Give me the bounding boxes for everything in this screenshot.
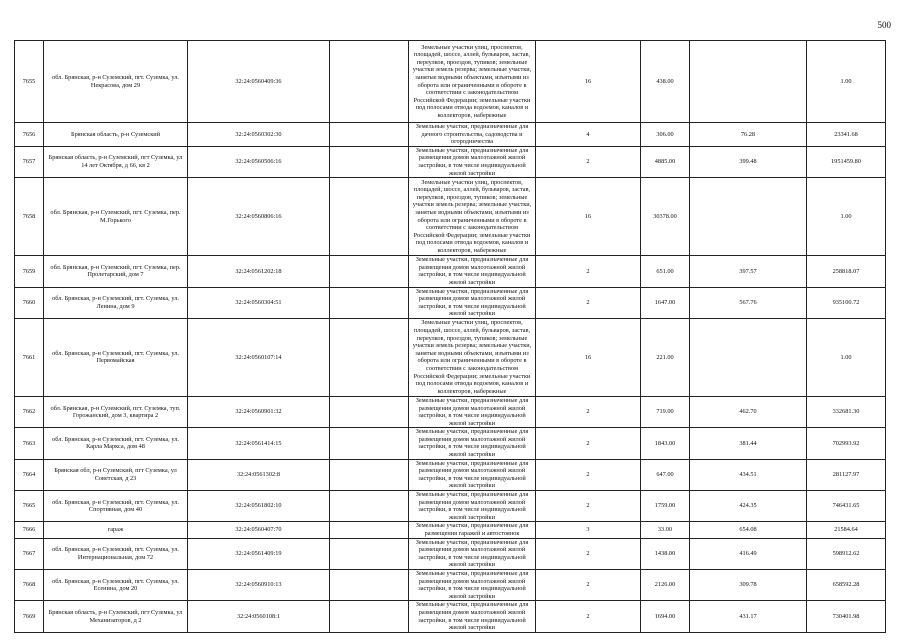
land-cadastre-table <box>14 40 886 633</box>
table-row <box>15 396 886 427</box>
area-cell: 1694.00 <box>641 601 690 632</box>
address-cell: Брянская область, р-н Суземский, пгт Суземка, ул 14 лет Октября, д 66, кв 2 <box>44 146 188 177</box>
rate-cell: 309.78 <box>690 569 807 600</box>
cadastral-value-cell: 746431.65 <box>807 491 886 522</box>
cadastral-value-cell: 281127.97 <box>807 459 886 490</box>
rate-cell: 462.70 <box>690 396 807 427</box>
land-use-cell: Земельные участки, предназначенные для размещения домов малоэтажной жилой застройки, в том числе индивидуальной жилой застройки <box>409 459 536 490</box>
land-use-cell: Земельные участки, предназначенные для размещения домов малоэтажной жилой застройки, в том числе индивидуальной жилой застройки <box>409 287 536 318</box>
address-cell: гараж <box>44 522 188 538</box>
blank-cell <box>330 522 409 538</box>
category-code-cell: 4 <box>536 123 641 147</box>
blank-cell <box>330 491 409 522</box>
row-number-cell: 7659 <box>15 256 44 287</box>
area-cell: 1759.00 <box>641 491 690 522</box>
area-cell: 1647.00 <box>641 287 690 318</box>
row-number-cell: 7662 <box>15 396 44 427</box>
category-code-cell: 2 <box>536 538 641 569</box>
category-code-cell: 2 <box>536 491 641 522</box>
category-code-cell: 2 <box>536 256 641 287</box>
address-cell: обл. Брянская, р-н Суземский, пгт. Суземка, пер. Пролетарский, дом 7 <box>44 256 188 287</box>
cadastral-number-cell: 32:24:0560506:16 <box>188 146 330 177</box>
table-row <box>15 178 886 256</box>
category-code-cell: 2 <box>536 146 641 177</box>
rate-cell: 424.35 <box>690 491 807 522</box>
blank-cell <box>330 459 409 490</box>
area-cell: 438.00 <box>641 41 690 123</box>
cadastral-value-cell: 23341.68 <box>807 123 886 147</box>
rate-cell <box>690 41 807 123</box>
cadastral-number-cell: 32:24:0560407:70 <box>188 522 330 538</box>
table-row <box>15 428 886 459</box>
address-cell: обл. Брянская, р-н Суземский, пгт. Суземка, ул. Первомайская <box>44 318 188 396</box>
rate-cell: 567.76 <box>690 287 807 318</box>
cadastral-value-cell: 702993.92 <box>807 428 886 459</box>
cadastral-value-cell: 1.00 <box>807 178 886 256</box>
blank-cell <box>330 569 409 600</box>
row-number-cell: 7664 <box>15 459 44 490</box>
blank-cell <box>330 41 409 123</box>
row-number-cell: 7669 <box>15 601 44 632</box>
land-use-cell: Земельные участки, предназначенные для размещения домов малоэтажной жилой застройки, в том числе индивидуальной жилой застройки <box>409 146 536 177</box>
category-code-cell: 16 <box>536 318 641 396</box>
land-use-cell: Земельные участки улиц, проспектов, площадей, шоссе, аллей, бульваров, застав, переулков, проездов, тупиков; земельные участки земель резерва; земельные участки, занятые водными объектами, изъятыми из оборота или ограниченными в обороте в соответствии с законодательством Российской Федерации; земельные участки под полосами отвода водоемов, каналов и коллекторов, набережные <box>409 41 536 123</box>
cadastral-number-cell: 32:24:0560901:32 <box>188 396 330 427</box>
category-code-cell: 2 <box>536 601 641 632</box>
address-cell: обл. Брянская, р-н Суземский, пгт. Суземка, туп. Горожанский, дом 3, квартира 2 <box>44 396 188 427</box>
land-use-cell: Земельные участки, предназначенные для размещения домов малоэтажной жилой застройки, в том числе индивидуальной жилой застройки <box>409 569 536 600</box>
row-number-cell: 7668 <box>15 569 44 600</box>
area-cell: 2126.00 <box>641 569 690 600</box>
category-code-cell: 2 <box>536 459 641 490</box>
cadastral-number-cell: 32:24:0561202:18 <box>188 256 330 287</box>
address-cell: Брянская обл, р-н Суземский, пгт Суземка, ул Советская, д 23 <box>44 459 188 490</box>
row-number-cell: 7658 <box>15 178 44 256</box>
cadastral-value-cell: 332681.30 <box>807 396 886 427</box>
rate-cell <box>690 318 807 396</box>
page-number: 500 <box>877 20 891 30</box>
cadastral-value-cell: 598912.62 <box>807 538 886 569</box>
cadastral-number-cell: 32:24:0560302:30 <box>188 123 330 147</box>
land-use-cell: Земельные участки, предназначенные для размещения гаражей и автостоянок <box>409 522 536 538</box>
row-number-cell: 7666 <box>15 522 44 538</box>
table-row <box>15 569 886 600</box>
cadastral-number-cell: 32:24:0560304:51 <box>188 287 330 318</box>
cadastral-number-cell: 32:24:0561302:8 <box>188 459 330 490</box>
blank-cell <box>330 601 409 632</box>
rate-cell <box>690 178 807 256</box>
table-row <box>15 318 886 396</box>
area-cell: 221.00 <box>641 318 690 396</box>
row-number-cell: 7657 <box>15 146 44 177</box>
blank-cell <box>330 287 409 318</box>
rate-cell: 397.57 <box>690 256 807 287</box>
blank-cell <box>330 396 409 427</box>
row-number-cell: 7655 <box>15 41 44 123</box>
rate-cell: 654.08 <box>690 522 807 538</box>
blank-cell <box>330 256 409 287</box>
address-cell: обл. Брянская, р-н Суземский, пгт. Суземка, ул. Карла Маркса, дом 48 <box>44 428 188 459</box>
blank-cell <box>330 318 409 396</box>
row-number-cell: 7667 <box>15 538 44 569</box>
address-cell: обл. Брянская, р-н Суземский, пгт. Суземка, ул. Ленина, дом 9 <box>44 287 188 318</box>
rate-cell: 76.28 <box>690 123 807 147</box>
blank-cell <box>330 428 409 459</box>
cadastral-value-cell: 1951459.80 <box>807 146 886 177</box>
blank-cell <box>330 538 409 569</box>
row-number-cell: 7663 <box>15 428 44 459</box>
blank-cell <box>330 146 409 177</box>
land-use-cell: Земельные участки, предназначенные для размещения домов малоэтажной жилой застройки, в том числе индивидуальной жилой застройки <box>409 491 536 522</box>
area-cell: 306.00 <box>641 123 690 147</box>
cadastral-number-cell: 32:24:0560409:36 <box>188 41 330 123</box>
rate-cell: 431.17 <box>690 601 807 632</box>
area-cell: 30378.00 <box>641 178 690 256</box>
rate-cell: 416.49 <box>690 538 807 569</box>
area-cell: 719.00 <box>641 396 690 427</box>
rate-cell: 381.44 <box>690 428 807 459</box>
table-row <box>15 601 886 632</box>
blank-cell <box>330 123 409 147</box>
category-code-cell: 16 <box>536 41 641 123</box>
category-code-cell: 16 <box>536 178 641 256</box>
category-code-cell: 2 <box>536 287 641 318</box>
table-row <box>15 146 886 177</box>
category-code-cell: 2 <box>536 396 641 427</box>
cadastral-value-cell: 1.00 <box>807 318 886 396</box>
table-row <box>15 491 886 522</box>
rate-cell: 434.51 <box>690 459 807 490</box>
area-cell: 1843.00 <box>641 428 690 459</box>
address-cell: обл. Брянская, р-н Суземский, пгт. Суземка, ул. Спортивная, дом 40 <box>44 491 188 522</box>
table-row <box>15 538 886 569</box>
area-cell: 1438.00 <box>641 538 690 569</box>
cadastral-value-cell: 21584.64 <box>807 522 886 538</box>
address-cell: обл. Брянская, р-н Суземский, пгт. Суземка, ул. Есенина, дом 20 <box>44 569 188 600</box>
area-cell: 4885.00 <box>641 146 690 177</box>
cadastral-number-cell: 32:24:0560806:16 <box>188 178 330 256</box>
row-number-cell: 7660 <box>15 287 44 318</box>
cadastral-number-cell: 32:24:0561802:10 <box>188 491 330 522</box>
row-number-cell: 7665 <box>15 491 44 522</box>
address-cell: Брянская область, р-н Суземский, пгт Суземка, ул Механизаторов, д 2 <box>44 601 188 632</box>
blank-cell <box>330 178 409 256</box>
area-cell: 647.00 <box>641 459 690 490</box>
cadastral-value-cell: 1.00 <box>807 41 886 123</box>
land-use-cell: Земельные участки, предназначенные для дачного строительства, садоводства и огородничества <box>409 123 536 147</box>
land-use-cell: Земельные участки, предназначенные для размещения домов малоэтажной жилой застройки, в том числе индивидуальной жилой застройки <box>409 256 536 287</box>
address-cell: обл. Брянская, р-н Суземский, пгт. Суземка, пер. М.Горького <box>44 178 188 256</box>
category-code-cell: 2 <box>536 428 641 459</box>
land-use-cell: Земельные участки, предназначенные для размещения домов малоэтажной жилой застройки, в том числе индивидуальной жилой застройки <box>409 601 536 632</box>
cadastral-value-cell: 935100.72 <box>807 287 886 318</box>
land-use-cell: Земельные участки, предназначенные для размещения домов малоэтажной жилой застройки, в том числе индивидуальной жилой застройки <box>409 396 536 427</box>
cadastral-value-cell: 730401.98 <box>807 601 886 632</box>
table-row <box>15 287 886 318</box>
address-cell: обл. Брянская, р-н Суземский, пгт. Суземка, ул. Интернациональная, дом 72 <box>44 538 188 569</box>
cadastral-value-cell: 258818.07 <box>807 256 886 287</box>
row-number-cell: 7661 <box>15 318 44 396</box>
cadastral-number-cell: 32:24:0561409:19 <box>188 538 330 569</box>
cadastral-number-cell: 32:24:0560108:1 <box>188 601 330 632</box>
address-cell: обл. Брянская, р-н Суземский, пгт. Суземка, ул. Некрасова, дом 29 <box>44 41 188 123</box>
table-row <box>15 459 886 490</box>
row-number-cell: 7656 <box>15 123 44 147</box>
land-use-cell: Земельные участки улиц, проспектов, площадей, шоссе, аллей, бульваров, застав, переулков, проездов, тупиков; земельные участки земель резерва; земельные участки, занятые водными объектами, изъятыми из оборота или ограниченными в обороте в соответствии с законодательством Российской Федерации; земельные участки под полосами отвода водоемов, каналов и коллекторов, набережные <box>409 318 536 396</box>
table-row <box>15 256 886 287</box>
land-use-cell: Земельные участки, предназначенные для размещения домов малоэтажной жилой застройки, в том числе индивидуальной жилой застройки <box>409 538 536 569</box>
category-code-cell: 3 <box>536 522 641 538</box>
category-code-cell: 2 <box>536 569 641 600</box>
land-use-cell: Земельные участки улиц, проспектов, площадей, шоссе, аллей, бульваров, застав, переулков, проездов, тупиков; земельные участки земель резерва; земельные участки, занятые водными объектами, изъятыми из оборота или ограниченными в обороте в соответствии с законодательством Российской Федерации; земельные участки под полосами отвода водоемов, каналов и коллекторов, набережные <box>409 178 536 256</box>
cadastral-number-cell: 32:24:0560910:13 <box>188 569 330 600</box>
address-cell: Брянская область, р-н Суземский <box>44 123 188 147</box>
area-cell: 651.00 <box>641 256 690 287</box>
rate-cell: 399.48 <box>690 146 807 177</box>
area-cell: 33.00 <box>641 522 690 538</box>
table-row <box>15 41 886 123</box>
table-body <box>15 41 886 633</box>
cadastral-value-cell: 658592.28 <box>807 569 886 600</box>
cadastral-number-cell: 32:24:0561414:15 <box>188 428 330 459</box>
land-use-cell: Земельные участки, предназначенные для размещения домов малоэтажной жилой застройки, в том числе индивидуальной жилой застройки <box>409 428 536 459</box>
table-row <box>15 123 886 147</box>
table-row <box>15 522 886 538</box>
cadastral-number-cell: 32:24:0560107:14 <box>188 318 330 396</box>
